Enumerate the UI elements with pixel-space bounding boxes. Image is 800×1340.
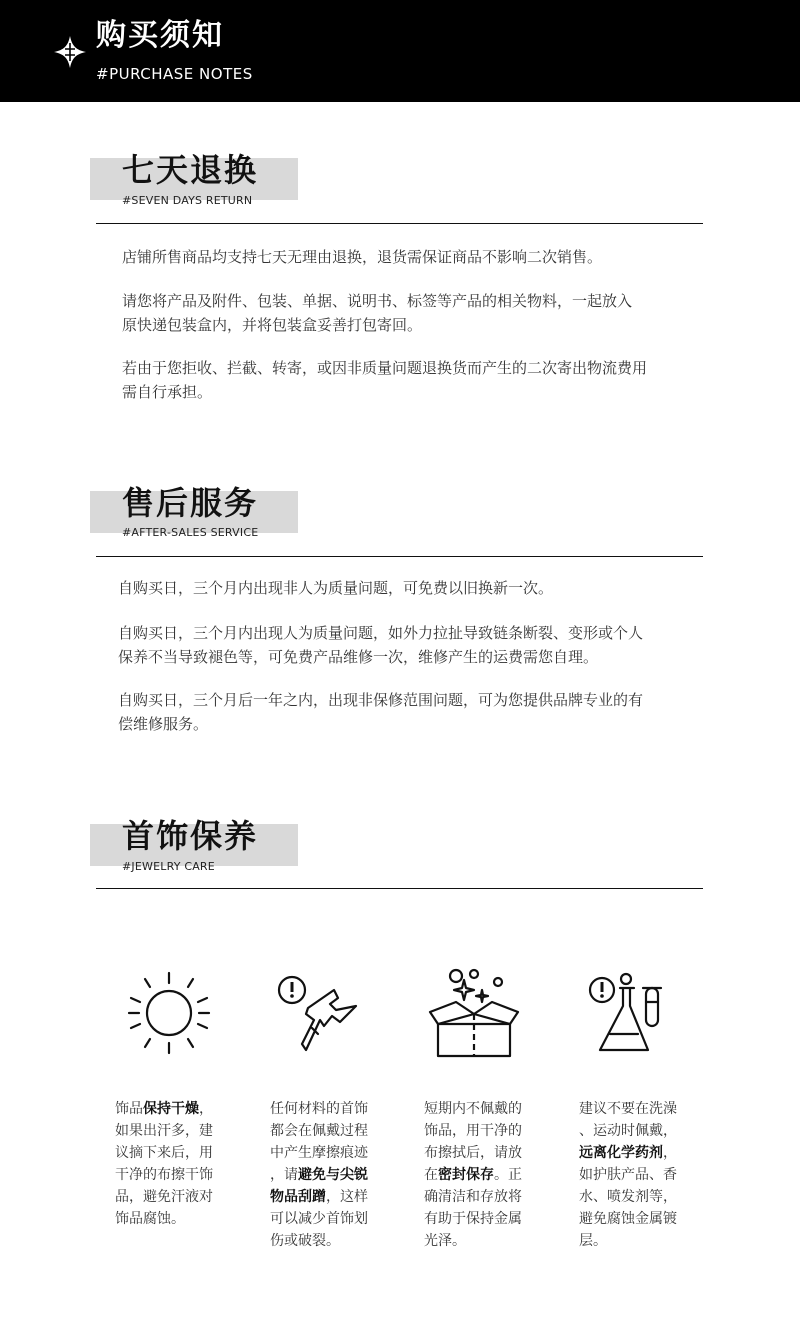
care-text-line [270,1120,382,1142]
section-title-jewelry-care: 首饰保养 [122,817,259,855]
four-point-star-icon [54,36,86,68]
sun-icon [126,970,212,1056]
care-text-segment: 伤或破裂。 [270,1233,340,1249]
care-text-keep-dry [115,1098,227,1230]
care-text-segment: 有助于保持金属 [424,1211,522,1227]
care-text-line [579,1142,691,1164]
care-text-sealed-storage [424,1098,536,1252]
care-text-segment: 水、喷发剂等， [579,1189,677,1205]
care-text-line [424,1164,536,1186]
care-text-line [424,1230,536,1252]
care-text-segment: 光泽。 [424,1233,466,1249]
paragraph-line: 偿维修服务。 [118,715,209,733]
paragraph-line: 需自行承担。 [122,383,213,401]
care-text-line [270,1164,382,1186]
care-text-segment: 如护肤产品、香 [579,1167,677,1183]
care-text-line [579,1230,691,1252]
care-text-segment: 。正 [494,1167,522,1183]
paragraph [118,576,698,600]
care-text-line [579,1208,691,1230]
care-text-segment: 任何材料的首饰 [270,1101,368,1117]
section-title-return: 七天退换 [122,151,259,189]
care-text-line [115,1186,227,1208]
paragraph [122,356,702,404]
care-text-segment: 层。 [579,1233,607,1249]
care-text-segment: 、运动时佩戴， [579,1123,677,1139]
section-subtitle-return: #SEVEN DAYS RETURN [122,194,253,207]
care-text-segment: 可以减少首饰划 [270,1211,368,1227]
section-subtitle-jewelry-care: #JEWELRY CARE [122,860,215,873]
care-text-segment: 建议不要在洗澡 [579,1101,677,1117]
paragraph [118,621,698,669]
section-title-after-sales: 售后服务 [122,484,259,522]
paragraph-line: 原快递包装盒内，并将包装盒妥善打包寄回。 [122,316,423,334]
care-text-line [270,1230,382,1252]
section-divider [96,223,703,224]
care-highlight: 密封保存 [438,1167,494,1183]
care-highlight: 避免与尖锐 [298,1167,368,1183]
care-text-segment: 短期内不佩戴的 [424,1101,522,1117]
section-subtitle-after-sales: #AFTER-SALES SERVICE [122,526,259,539]
care-text-segment: 确清洁和存放将 [424,1189,522,1205]
care-text-line [579,1164,691,1186]
chemical-flask-warning-icon [588,970,674,1056]
care-text-segment: ， [199,1101,213,1117]
care-text-segment: 布擦拭后，请放 [424,1145,522,1161]
paragraph-line: 店铺所售商品均支持七天无理由退换，退货需保证商品不影响二次销售。 [122,248,603,266]
paragraph-line: 请您将产品及附件、包装、单据、说明书、标签等产品的相关物料，一起放入 [122,292,633,310]
care-text-segment: 如果出汗多，建 [115,1123,213,1139]
care-text-line [270,1208,382,1230]
care-text-segment: 饰品 [115,1101,143,1117]
sealed-box-icon [428,968,520,1060]
care-text-segment: 品，避免汗液对 [115,1189,213,1205]
care-text-line [424,1120,536,1142]
care-text-avoid-chemicals [579,1098,691,1252]
care-text-segment: 议摘下来后，用 [115,1145,213,1161]
paragraph-line: 若由于您拒收、拦截、转寄，或因非质量问题退换货而产生的二次寄出物流费用 [122,359,648,377]
care-text-line [579,1098,691,1120]
care-text-segment: ， [663,1145,677,1161]
care-text-line [424,1142,536,1164]
care-text-line [115,1098,227,1120]
care-text-line [270,1142,382,1164]
page-subtitle: #PURCHASE NOTES [96,65,253,83]
care-text-segment: ，请 [270,1167,298,1183]
care-text-line [270,1186,382,1208]
care-highlight: 保持干燥 [143,1101,199,1117]
paragraph-line: 自购买日，三个月后一年之内，出现非保修范围问题，可为您提供品牌专业的有 [118,691,644,709]
care-text-avoid-sharp [270,1098,382,1252]
sharp-object-warning-icon [276,970,362,1056]
paragraph-line: 自购买日，三个月内出现非人为质量问题，可免费以旧换新一次。 [118,579,554,597]
care-text-line [270,1098,382,1120]
care-highlight: 物品刮蹭 [270,1189,326,1205]
page-title: 购买须知 [96,18,224,53]
paragraph [118,688,698,736]
care-highlight: 远离化学药剂 [579,1145,663,1161]
care-text-line [115,1164,227,1186]
care-text-segment: 中产生摩擦痕迹 [270,1145,368,1161]
paragraph [122,245,702,269]
care-text-segment: 干净的布擦干饰 [115,1167,213,1183]
care-text-segment: 避免腐蚀金属镀 [579,1211,677,1227]
care-text-line [115,1208,227,1230]
care-text-line [579,1120,691,1142]
care-text-line [115,1142,227,1164]
section-divider [96,888,703,889]
care-text-segment: 在 [424,1167,438,1183]
care-text-segment: ，这样 [326,1189,368,1205]
care-text-segment: 饰品，用干净的 [424,1123,522,1139]
care-text-line [579,1186,691,1208]
paragraph [122,289,702,337]
care-text-segment: 饰品腐蚀。 [115,1211,185,1227]
care-text-line [115,1120,227,1142]
paragraph-line: 保养不当导致褪色等，可免费产品维修一次，维修产生的运费需您自理。 [118,648,599,666]
page-header [0,0,800,102]
section-divider [96,556,703,557]
care-text-line [424,1098,536,1120]
care-text-line [424,1208,536,1230]
paragraph-line: 自购买日，三个月内出现人为质量问题，如外力拉扯导致链条断裂、变形或个人 [118,624,644,642]
care-text-line [424,1186,536,1208]
care-text-segment: 都会在佩戴过程 [270,1123,368,1139]
